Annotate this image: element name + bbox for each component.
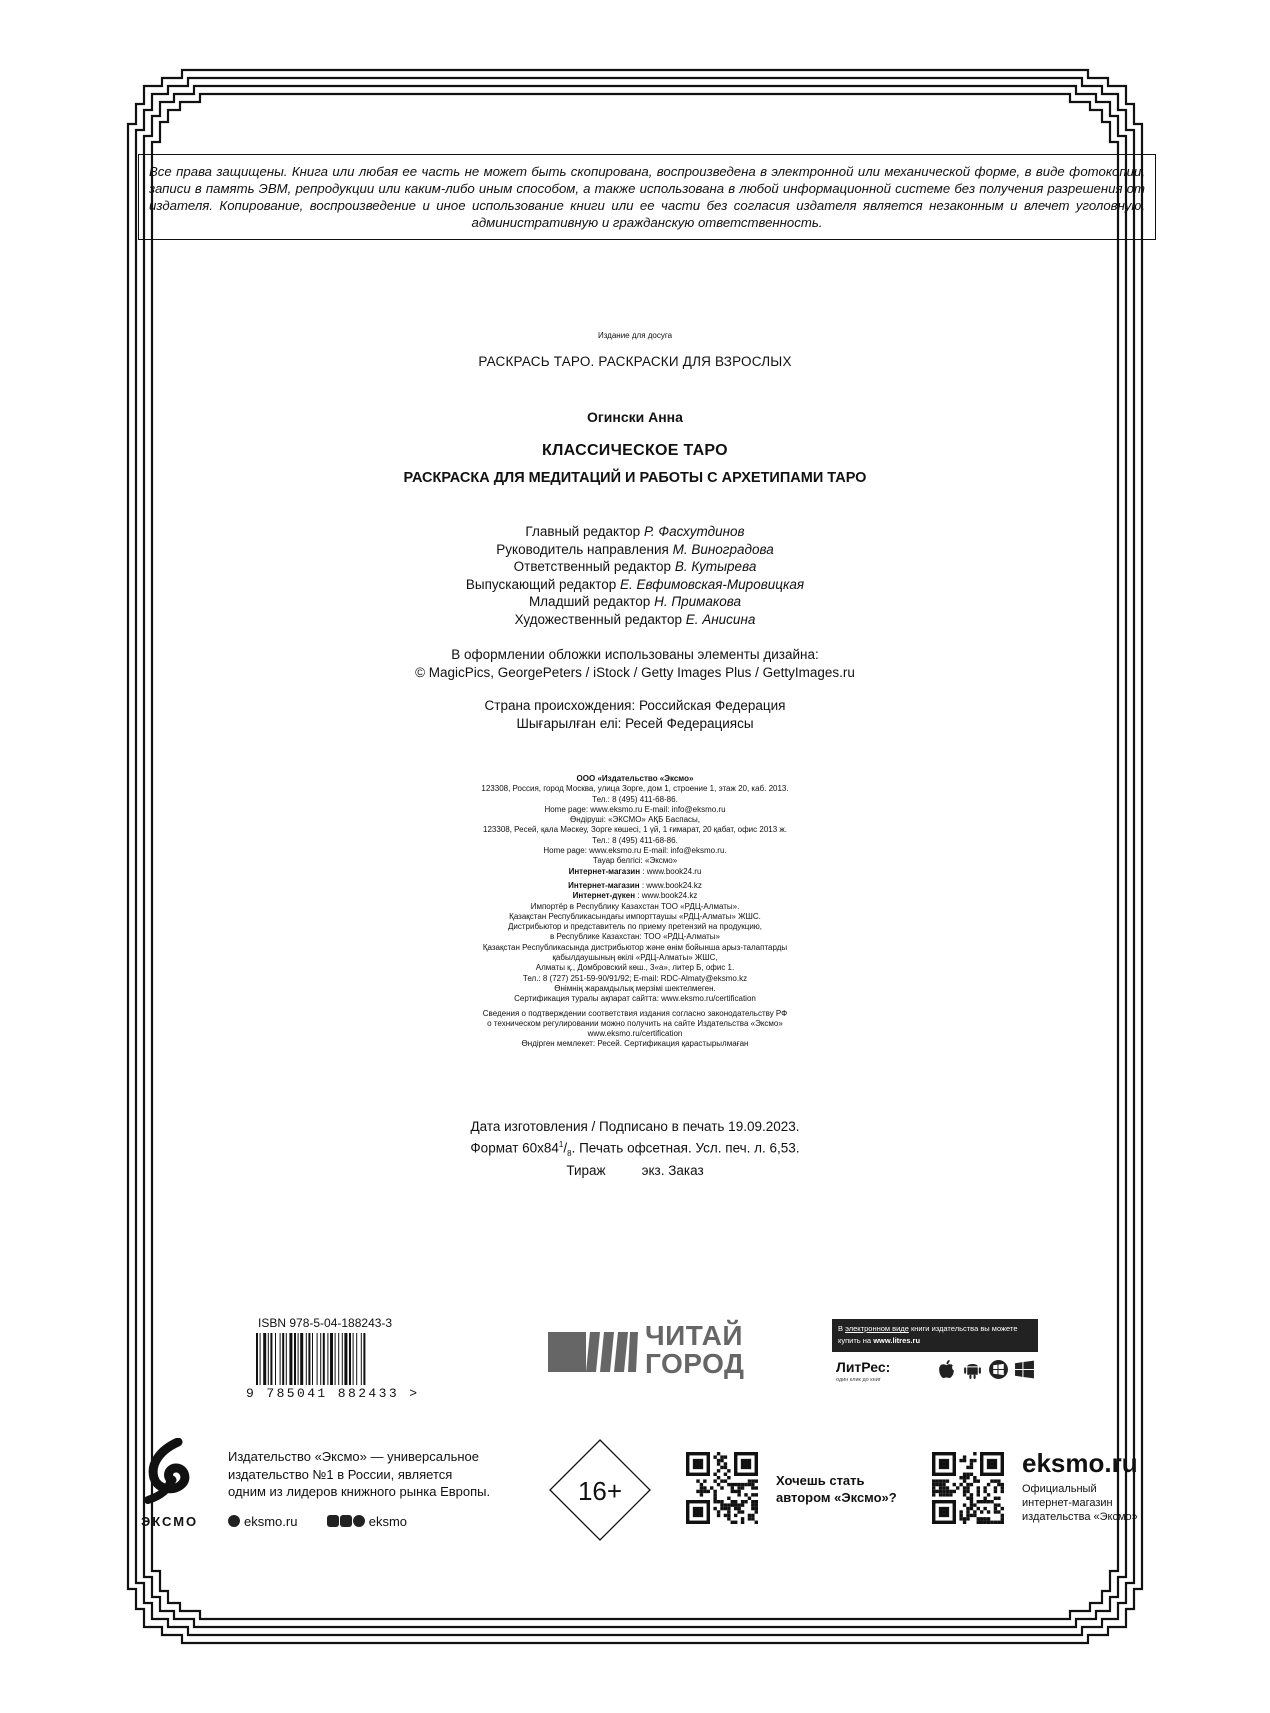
eksmo-about-line: Издательство «Эксмо» — универсальное [228,1449,479,1464]
telegram-icon [353,1515,365,1527]
publisher-line: Интернет-магазин : www.book24.ru [568,866,702,876]
origin-kz: Шығарылған елі: Ресей Федерациясы [516,715,754,731]
print-date: Дата изготовления / Подписано в печать 19.09.2023. [470,1119,800,1134]
editor-line: Художественный редактор Е. Анисина [514,611,756,627]
publisher-line: Өндірген мемлекет: Ресей. Сертификация қарастырылмаған [521,1039,749,1049]
publisher-line: Өнімнің жарамдылық мерзімі шектелмеген. [554,983,716,993]
publisher-line: Қазақстан Республикасында дистрибьютор және өнім бойынша арыз-талаптарды [482,942,788,952]
book-title: КЛАССИЧЕСКОЕ ТАРО [542,442,728,459]
editor-line: Руководитель направления М. Виноградова [496,541,774,557]
windows-phone-icon [988,1359,1009,1380]
book-author: Огински Анна [587,409,683,425]
publisher-line: Дистрибьютор и представитель по приему претензий на продукцию, [507,922,763,932]
publisher-line: Тел.: 8 (727) 251-59-90/91/92; E-mail: RDC-Almaty@eksmo.kz [522,973,748,983]
publisher-line: Сертификация туралы ақпарат сайтта: www.eksmo.ru/certification [514,994,756,1004]
cover-credits-line: В оформлении обложки использованы элементы дизайна: [451,647,819,662]
vk-icon [327,1515,339,1527]
publisher-line: 123308, Россия, город Москва, улица Зорге, дом 1, строение 1, этаж 20, каб. 2013. [481,784,789,794]
barcode-digits: 9 785041 882433 > [246,1386,420,1401]
chitai-gorod-line: ЧИТАЙ [645,1320,743,1351]
chitai-gorod-logo-icon [548,1322,638,1378]
eksmo-links [228,1514,407,1529]
print-format: Формат $60x84^1/_8$. Печать офсетная. Усл. печ. л. 6,53. [470,1139,800,1158]
publisher-line: Home page: www.eksmo.ru E-mail: info@eksmo.ru. [543,846,727,856]
author-call [776,1472,897,1506]
litres-slogan: один клик до книг [836,1377,881,1383]
litres-banner: В электронном виде книги издательства вы можете купить на www.litres.ru [832,1319,1038,1352]
eksmo-about-line: издательство №1 в России, является [228,1466,453,1482]
site-desc-line: интернет-магазин [1022,1497,1113,1509]
qr-code-author-icon [686,1452,758,1524]
publisher-line: в Республике Казахстан: ТОО «РДЦ-Алматы» [550,932,720,942]
android-icon [962,1359,983,1380]
publisher-line: қабылдаушының өкілі «РДЦ-Алматы» ЖШС, [552,953,718,963]
barcode [256,1333,392,1385]
editor-line: Младший редактор Н. Примакова [528,594,742,609]
publisher-line: Өндіруші: «ЭКСМО» АҚБ Баспасы, [569,815,701,825]
eksmo-about [228,1448,490,1501]
publisher-line: Интернет-магазин : www.book24.kz [568,880,702,890]
print-info [0,1118,1270,1180]
edition-type: Издание для досуга [597,331,673,340]
book-subtitle: РАСКРАСКА ДЛЯ МЕДИТАЦИЙ И РАБОТЫ С АРХЕТИПАМИ ТАРО [403,470,867,486]
publisher-name: ООО «Издательство «Эксмо» [576,774,694,783]
eksmo-site-link[interactable]: eksmo.ru [244,1514,298,1529]
ok-icon [340,1515,352,1527]
author-call-line: автором «Эксмо»? [776,1490,897,1505]
windows-icon [1014,1359,1035,1380]
publisher-info [0,774,1270,1050]
series-title: РАСКРАСЬ ТАРО. РАСКРАСКИ ДЛЯ ВЗРОСЛЫХ [478,354,792,369]
cover-credits [0,646,1270,681]
chitai-gorod-text [645,1322,744,1378]
origin-country [0,697,1270,732]
publisher-line: 123308, Ресей, қала Мәскеу, Зорге көшесі, 1 үй, 1 ғимарат, 20 қабат, офис 2013 ж. [483,825,787,835]
chitai-gorod-line: ГОРОД [645,1348,745,1379]
litres-logo: ЛитРес: [836,1359,891,1375]
publisher-line: Тел.: 8 (495) 411-68-86. [592,794,678,804]
print-run: Тираж экз. Заказ [566,1163,704,1179]
site-desc-line: издательства «Эксмо» [1022,1511,1138,1523]
copyright-notice: Все права защищены. Книга или любая ее часть не может быть скопирована, воспроизведена в электронной или механической форме, в виде фотокопии, записи в память ЭВМ, репродукции или каким-либо иным способом, а также использована в любой информационной системе без получения разрешения от издателя. Копирование, воспроизведение и иное использование книги или ее части без согласия издателя является незаконным и влечет уголовную, административную и гражданскую ответственность. [138,154,1156,240]
publisher-line: Қазақстан Республикасындағы импорттаушы «РДЦ-Алматы» ЖШС. [509,911,761,921]
qr-code-site-icon [932,1452,1004,1524]
editor-line: Ответственный редактор В. Кутырева [513,559,757,574]
site-name[interactable]: eksmo.ru [1022,1448,1138,1478]
site-desc-line: Официальный [1022,1483,1097,1495]
publisher-line: Тел.: 8 (495) 411-68-86. [592,835,678,845]
publisher-line: Сведения о подтверждении соответствия издания согласно законодательству РФ [482,1008,788,1018]
publisher-line: Алматы қ., Домбровский көш., 3«а», литер Б, офис 1. [535,963,735,973]
editor-line: Главный редактор Р. Фасхутдинов [525,524,745,539]
publisher-line: Тауар белгісі: «Эксмо» [592,856,678,866]
apple-icon [936,1359,957,1380]
isbn-label: ISBN 978-5-04-188243-3 [258,1316,393,1330]
eksmo-social-link[interactable]: eksmo [368,1514,408,1529]
eksmo-brand: ЭКСМО [141,1514,199,1529]
author-call-line: Хочешь стать [776,1473,865,1488]
eksmo-logo-icon [140,1438,202,1508]
age-rating: 16+ [577,1476,623,1506]
globe-icon [228,1515,240,1527]
publisher-line: о техническом регулировании можно получить на сайте Издательства «Эксмо» [487,1018,783,1028]
site-description [1022,1482,1138,1524]
origin-ru: Страна происхождения: Российская Федерация [484,698,786,713]
editor-line: Выпускающий редактор Е. Евфимовская-Мировицкая [465,576,805,592]
editors-list [0,523,1270,628]
publisher-line: Home page: www.eksmo.ru E-mail: info@eksmo.ru [544,804,726,814]
publisher-line: Импортёр в Республику Казахстан ТОО «РДЦ-Алматы». [530,901,740,911]
publisher-line: www.eksmo.ru/certification [587,1029,683,1039]
publisher-line: Интернет-дүкен : www.book24.kz [572,891,698,901]
eksmo-about-line: одним из лидеров книжного рынка Европы. [228,1484,491,1499]
cover-credits-line: © MagicPics, GeorgePeters / iStock / Getty Images Plus / GettyImages.ru [415,664,855,680]
